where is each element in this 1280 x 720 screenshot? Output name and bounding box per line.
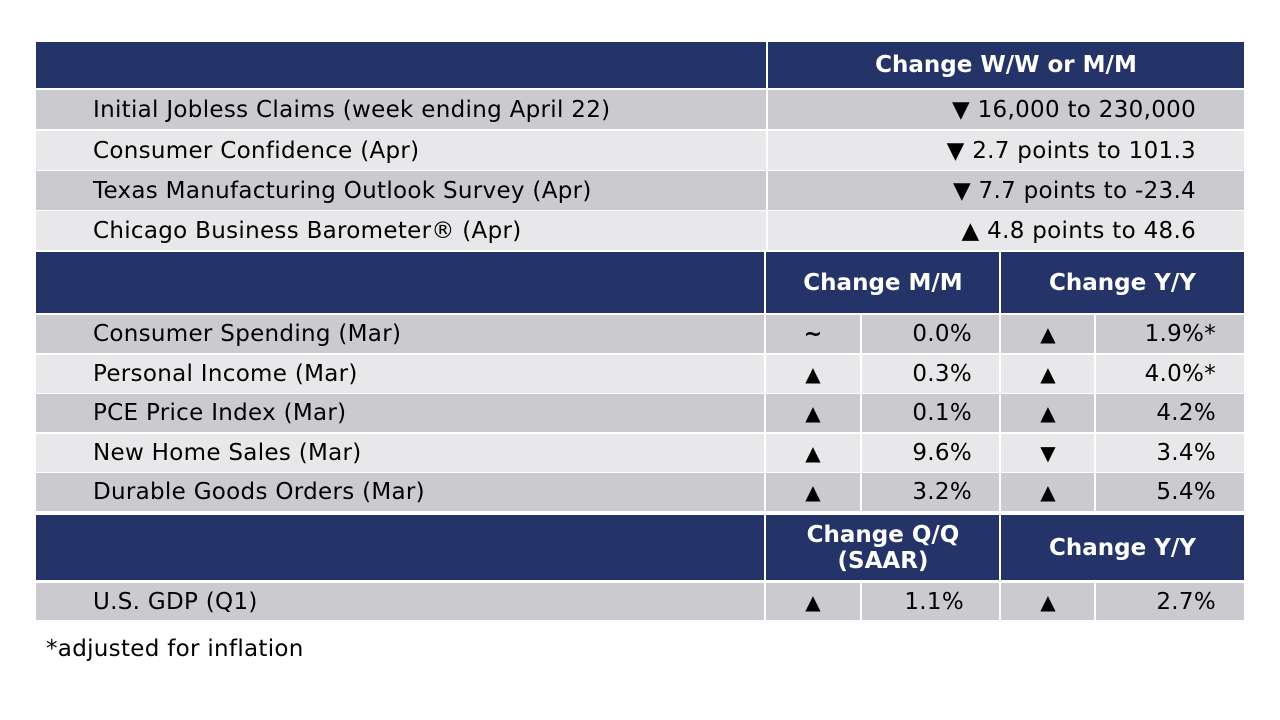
table-row	[36, 211, 1244, 250]
qq-arrow: ▲	[805, 589, 821, 614]
table-row	[36, 394, 1244, 432]
mm-value: 0.0%	[912, 321, 972, 347]
section2-header	[36, 252, 1244, 313]
yy-value: 3.4%	[1156, 440, 1216, 466]
header-change-qq-line1: Change Q/Q	[806, 521, 960, 548]
yy-value: 5.4%	[1156, 479, 1216, 505]
mm-arrow: ~	[803, 321, 823, 347]
row-label: Chicago Business Barometer® (Apr)	[93, 217, 522, 244]
table-row	[36, 583, 1244, 620]
mm-value: 9.6%	[912, 440, 972, 466]
table-row	[36, 434, 1244, 472]
mm-value: 0.3%	[912, 361, 972, 387]
table-row	[36, 171, 1244, 210]
mm-arrow: ▲	[805, 362, 821, 386]
row-value: ▼ 2.7 points to 101.3	[946, 137, 1196, 164]
table-row	[36, 355, 1244, 393]
yy-arrow: ▲	[1040, 322, 1056, 346]
header-change-yy: Change Y/Y	[1049, 269, 1196, 296]
mm-arrow: ▲	[805, 480, 821, 504]
yy-arrow: ▼	[1040, 441, 1056, 465]
yy-arrow: ▲	[1040, 362, 1056, 386]
table-row	[36, 131, 1244, 170]
yy-value: 2.7%	[1156, 588, 1216, 615]
qq-value: 1.1%	[904, 588, 964, 615]
yy-arrow: ▲	[1040, 480, 1056, 504]
mm-value: 0.1%	[912, 400, 972, 426]
row-label: U.S. GDP (Q1)	[93, 588, 258, 615]
header-change-qq	[766, 515, 1000, 580]
row-label: Durable Goods Orders (Mar)	[93, 479, 425, 505]
yy-arrow: ▲	[1040, 401, 1056, 425]
row-label: New Home Sales (Mar)	[93, 440, 362, 466]
row-label: Initial Jobless Claims (week ending April 22)	[93, 96, 611, 123]
row-label: PCE Price Index (Mar)	[93, 400, 347, 426]
footnote: *adjusted for inflation	[46, 636, 304, 662]
row-value: ▼ 16,000 to 230,000	[952, 96, 1196, 123]
header-change-yy: Change Y/Y	[1049, 534, 1196, 561]
mm-value: 3.2%	[912, 479, 972, 505]
header-change-mm: Change M/M	[803, 269, 963, 296]
yy-arrow: ▲	[1040, 589, 1056, 614]
row-value: ▲ 4.8 points to 48.6	[961, 217, 1196, 244]
row-label: Texas Manufacturing Outlook Survey (Apr)	[93, 177, 592, 204]
section1-header	[36, 42, 1244, 88]
table-row	[36, 473, 1244, 511]
row-label: Consumer Spending (Mar)	[93, 321, 402, 347]
header-change-ww-mm: Change W/W or M/M	[875, 52, 1137, 78]
yy-value: 4.2%	[1156, 400, 1216, 426]
table-row	[36, 90, 1244, 129]
table-row	[36, 315, 1244, 353]
mm-arrow: ▲	[805, 401, 821, 425]
header-change-qq-line2: (SAAR)	[837, 547, 929, 574]
yy-value: 4.0%*	[1144, 361, 1216, 387]
row-value: ▼ 7.7 points to -23.4	[952, 177, 1196, 204]
section3-header	[36, 515, 1244, 580]
yy-value: 1.9%*	[1144, 321, 1216, 347]
mm-arrow: ▲	[805, 441, 821, 465]
row-label: Personal Income (Mar)	[93, 361, 358, 387]
row-label: Consumer Confidence (Apr)	[93, 137, 420, 164]
